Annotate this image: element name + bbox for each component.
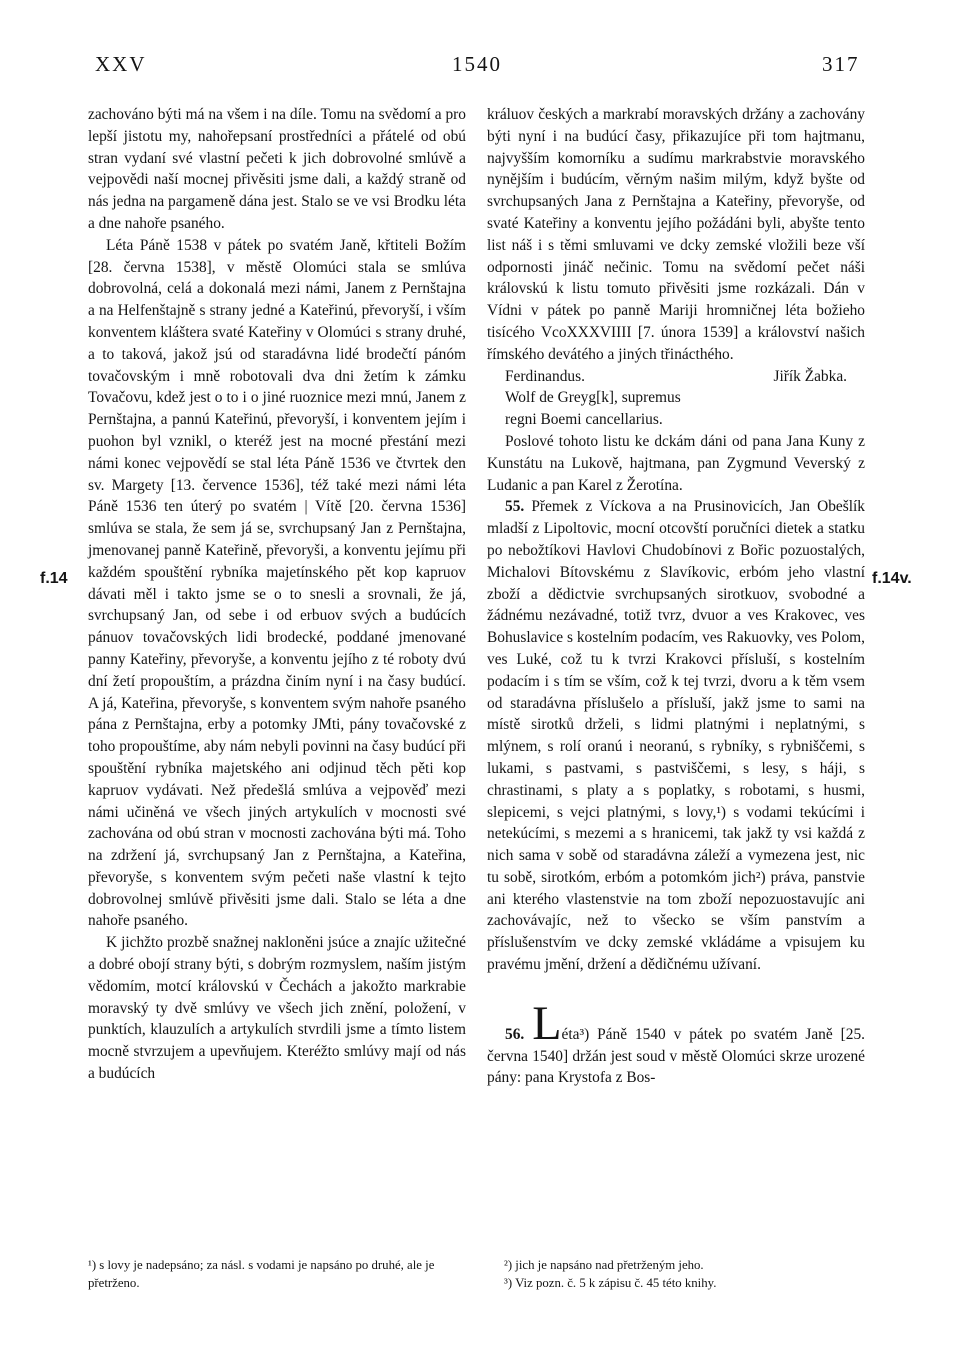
left-paragraph-2: Léta Páně 1538 v pátek po svatém Janě, křtiteli Božím [28. června 1538], v městě Olomúci stala se smlúva dobrovolná, celá a dokonalá mezi námi, Janem z Pernštajna a na Helfenštajně s strany jedné a Kateřinú, převoryší, i vším konventem kláštera svaté Kateřiny v Olomúci s strany druhé, a to taková, jakož jsú od staradávna lidé brodečtí pánóm tovačovským i mně robotovali dva dni žetím k zámku Tovačovu, kdež jest o to i o jiné ruoznice mezi mnú, Janem z Pernštajna, a pannú Kateřinú, převoryší, i konventem jejím i puohon byl vznikl, o kteréž jest na mocné přestání mezi námi konec vejpovědí se stal léta Páně 1536 ve čtvrtek den sv. Margety [13. července 1536], též také mezi námi léta Páně 1536 ten úterý po svatém | Vítě [20. června 1536] smlúva se stala, že sem já se, svrchupsaný Jan z Pernštajna, jmenovanej panně Kateřině, převoryši, a konventu jejímu při každém spouštění rybníka majetínského pět kop kapruov dávati měl i takto jsme se o to snesli a srovnali, že já, svrchupsaný Jan, od sebe i od erbuov svých a budúcích pánuov tovačovských lidi brodecké, poddané jmenované panny Kateřiny, převoryše, a konventu jejího z té roboty dvú dní žetí propouštím, a prázdna činím nyní i na časy budúcí. A já, Kateřina, převoryše, s konventem svým nahoře psaného pána z Pernštajna, erby a potomky JMti, pány tovačovské z toho propouštíme, aby nám nebyli povinni na časy budúcí při spouštění rybníka majetského ani odjinud těch pěti kop kapruov vydávati. Než předešlá smlúva a vejpověď mezi námi učiněná ve všech jiných artykulích v mocnosti své zachována od obú stran v mocnosti zachována býti má. Toho na zdržení já, svrchupsaný Jan z Pernštajna, a Kateřina, převoryše, s konventem svým pečeti naše vlastní k tejto dobrovolnej smlúvě přivěsiti jsme dali. Stalo se léta a dne nahoře psaného. [88,236,466,930]
footnote-2: ²) jich je napsáno nad přetrženým jeho. [504,1258,704,1272]
entry-56-dropcap: L [532,996,562,1050]
signature-chancellor-line-1: Wolf de Greyg[k], supremus [505,389,681,407]
signature-ferdinandus: Ferdinandus. [505,367,585,385]
footnotes-right [504,1256,882,1292]
margin-folio-left: f.14 [40,570,68,587]
left-paragraph-3: K jichžto prozbě snažnej nakloněni jsúce a znajíc užitečné a dobré obojí strany býti, s dobrým rozmyslem, naším jistým vědomím, motcí královskú v Čechách a jakožto markrabie moravský ty dvě smlúvy ve všech jich znění, položení, v punktích, klauzulích a artykulích stvrdili jsme a tímto listem mocně stvrzujem a upevňujem. Kteréžto smlúvy mají od nás a budúcích [88,934,466,1083]
header-page-number: 317 [822,52,860,76]
signature-zabka: Jiřík Žabka. [773,367,847,385]
margin-folio-right: f.14v. [872,570,912,587]
entry-55-number: 55. [505,498,525,516]
page-header [0,44,960,84]
header-section-number: XXV [95,52,147,76]
signature-chancellor-line-2: regni Boemi cancellarius. [505,411,663,429]
signature-row [487,366,865,388]
entry-55 [487,496,865,976]
left-column [88,104,466,1085]
header-year: 1540 [452,52,502,76]
footnotes-left [88,1256,466,1292]
right-column [487,104,865,1089]
entry-56-text: éta³) Páně 1540 v pátek po svatém Janě [25. června 1540] držán jest soud v městě Olomúci skrze urozené pány: pana Krystofa z Bos- [487,1025,865,1087]
entry-55-text: Přemek z Víckova a na Prusinovicích, Jan Obešlík mladší z Lipoltovic, mocní otcovští poručníci dietek a statku po nebožtíkovi Havlovi Chudobínovi z Bořic pozuostalých, Michalovi Bítovskému z Slavíkovic, erbóm jeho vlastní zboží a dědictvie svrchupsaných sirotkuov, svobodné a žádnému nezávadné, totiž tvrz, dvuor a ves Krakovec, ves Bohuslavice s kostelním podacím, ves Rakuovky, ves Polom, ves Luké, což tu k tvrzi Krakovci přísluší, s kostelním podacím i s tím se vším, což k tej tvrzi, dvoru a k těm vsem od staradávna příslušelo a přísluší, jakž jsme to sami na místě sirotků drželi, s lidmi platnými i neplatnými, s mlýnem, s rolí oranú i neoranú, s rybníky, s rybniščemi, s lukami, s pastvami, s pastviščemi, s lesy, s háji, s chrastinami, s platy a s poplatky, s robotami, s husmi, slepicemi, s vejci platnými, s lovy,¹) s vodami tekúcími i netekúcími, s mezemi a s hranicemi, tak jakž ty vsi každá z nich sama v sobě od staradávna záleží a vymezena jest, nic tu sobě, sirotkóm, erbóm a potomkóm jich²) práva, panstvie ani kterého vlastenstvie na tom zboží nepozuostavujíc ani zachovávajíc, než to všecko se vším panstvím a příslušenstvím ve dcky zemské vkládáme a vpisujem ku pravému jmění, držení a dědičnému užívaní. [487,498,865,974]
left-paragraph-1: zachováno býti má na všem i na díle. Tomu na svědomí a pro lepší jistotu my, nahořepsaní prostředníci a přátelé od obú stran vydaní své vlastní pečeti k jich dobrovolné smlúvě a vejpovědi naší mocnej přivěsiti jsme dali, a každý straně od nás jedna na pargameně dána jest. Stalo se ve vsi Brodku léta a dne nahoře psaného. [88,106,466,232]
right-paragraph-2: Poslové tohoto listu ke dckám dáni od pana Jana Kuny z Kunstátu na Lukově, hajtmana, pan Zygmund Veverský z Ludanic a pan Karel z Žerotína. [487,432,865,494]
footnote-3: ³) Viz pozn. č. 5 k zápisu č. 45 této knihy. [504,1276,717,1290]
footnote-1: ¹) s lovy je nadepsáno; za násl. s vodami je napsáno po druhé, ale je přetrženo. [88,1258,435,1290]
entry-56 [487,996,865,1089]
entry-56-number: 56. [505,1025,525,1043]
right-paragraph-1: králuov českých a markrabí moravských držány a zachovány býti nyní i na budúcí časy, přikazujíce při tom hajtmanu, najvyšším komorníku a sudímu markrabstvie moravského nynějším i budúcím, věrným našim milým, když byšte od svrchupsaných Jana z Pernštajna a Kateřiny, převoryše, od svaté Kateřiny a konventu jejího požádáni byli, abyšte tento list náš i s těmi smluvami ve dcky zemské vložili beze vší odpornosti jináč nečinic. Tomu na svědomí pečet náši královskú k listu tomuto přivěsiti jsme rozkázali. Dán v Vídni v pátek po panně Mariji hromničnej léta božieho tisícého VcoXXXVIIII [7. února 1539] a království našich římského devátého a jiných třinácthého. [487,106,865,363]
